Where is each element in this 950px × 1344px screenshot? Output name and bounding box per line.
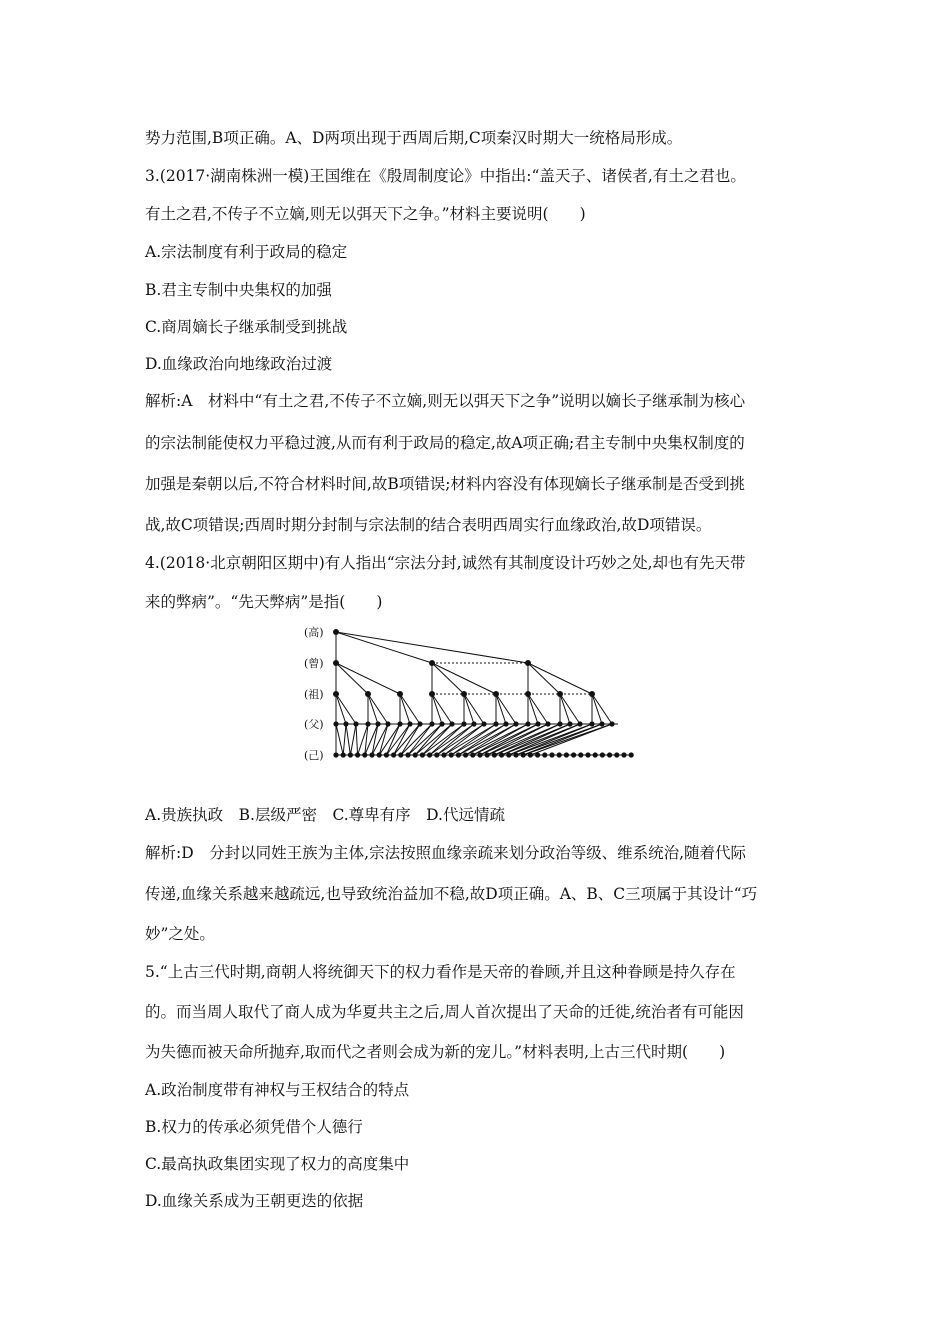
question-5-stem-2: 的。而当周人取代了商人成为华夏共主之后,周人首次提出了天命的迁徙,统治者有可能因 [145,1003,744,1021]
tree-edge [336,663,368,694]
tree-edge [530,724,612,755]
tree-edge [356,724,358,755]
tree-node [362,752,367,757]
tree-node [333,629,339,635]
tree-edge [401,724,420,755]
tree-edge [368,694,378,724]
tree-node [614,752,619,757]
tree-edge [372,724,378,755]
tree-node [369,752,374,757]
tree-node [535,721,540,726]
tree-node [377,752,382,757]
tree-node [481,721,486,726]
question-3-stem-cont: 有土之君,不传子不立嫡,则无以弭天下之争。”材料主要说明( ) [145,205,586,223]
tree-edge [560,694,570,724]
tree-node [499,752,504,757]
question-3-option-c: C.商周嫡长子继承制受到挑战 [145,318,348,336]
tree-node [557,752,562,757]
generation-label-ji: (己) [304,749,324,762]
tree-edge [464,694,484,724]
tree-node [609,721,614,726]
tree-edge [432,694,452,724]
question-4-stem-cont: 来的弊病”。“先天弊病”是指( ) [145,593,383,611]
tree-node [333,660,339,666]
tree-edge [432,694,442,724]
tree-node [341,752,346,757]
tree-edge [343,724,346,755]
tree-node [391,752,396,757]
tree-node [439,721,444,726]
tree-edge [346,724,350,755]
question-3-analysis-3: 加强是秦朝以后,不符合材料时间,故B项错误;材料内容没有体现嫡长子继承制是否受到挑 [145,475,745,493]
tree-node [567,721,572,726]
tree-edge [350,724,356,755]
tree-node [429,660,435,666]
tree-edge [336,632,432,663]
tree-node [578,752,583,757]
tree-node [528,752,533,757]
tree-node [398,752,403,757]
tree-node [365,691,371,697]
tree-edge [336,694,356,724]
tree-edge [336,663,400,694]
tree-node [471,721,476,726]
generation-label-zeng: (曾) [304,657,324,670]
tree-node [525,691,531,697]
tree-node [513,721,518,726]
tree-node [463,752,468,757]
tree-node [557,691,563,697]
tree-node [413,752,418,757]
tree-edge [528,694,548,724]
tree-node [449,721,454,726]
tree-node [571,752,576,757]
tree-edge [496,694,516,724]
tree-node [525,721,530,726]
tree-node [493,721,498,726]
question-5-stem-1: 5.“上古三代时期,商朝人将统御天下的权力看作是天帝的眷顾,并且这种眷顾是持久存在 [145,963,736,981]
tree-node [427,752,432,757]
question-4-analysis-1: 解析:D 分封以同姓王族为主体,宗法按照血缘亲疏来划分政治等级、维系统治,随着代际 [145,844,747,862]
tree-node [621,752,626,757]
question-4-analysis-2: 传递,血缘关系越来越疏远,也导致统治益加不稳,故D项正确。A、B、C三项属于其设计“巧 [145,885,758,903]
question-3-option-a: A.宗法制度有利于政局的稳定 [145,243,348,261]
tree-edge [336,724,343,755]
tree-node [521,752,526,757]
tree-node [417,721,422,726]
tree-edge [528,694,538,724]
generation-label-fu: (父) [304,718,324,731]
tree-node [407,721,412,726]
tree-edge [394,724,410,755]
question-5-option-d: D.血缘关系成为王朝更迭的依据 [145,1192,364,1210]
tree-node [607,752,612,757]
question-3-option-d: D.血缘政治向地缘政治过渡 [145,355,333,373]
tree-node [506,752,511,757]
tree-edge [400,694,410,724]
question-5-stem-3: 为失德而被天命所抛弃,取而代之者则会成为新的宠儿。”材料表明,上古三代时期( ) [145,1043,726,1061]
tree-node [420,752,425,757]
tree-node [549,752,554,757]
tree-node [343,721,348,726]
tree-node [493,691,499,697]
question-4-stem: 4.(2018·北京朝阳区期中)有人指出“宗法分封,诚然有其制度设计巧妙之处,却也有先天带 [145,554,746,572]
tree-node [589,691,595,697]
tree-node [557,721,562,726]
tree-node [353,721,358,726]
tree-node [441,752,446,757]
tree-edge [400,694,420,724]
generation-label-gao: (高) [304,626,324,639]
tree-node [577,721,582,726]
tree-edge [592,694,602,724]
tree-edge [592,694,612,724]
tree-node [449,752,454,757]
question-3-analysis-1: 解析:A 材料中“有土之君,不传子不立嫡,则无以弭天下之争”说明以嫡长子继承制为核心 [145,392,746,410]
tree-edge [432,663,464,694]
tree-node [333,721,338,726]
tree-edge [372,724,388,755]
tree-node [585,752,590,757]
tree-edge [560,694,580,724]
question-5-option-c: C.最高执政集团实现了权力的高度集中 [145,1155,410,1173]
tree-node [461,721,466,726]
tree-node [535,752,540,757]
tree-node [429,691,435,697]
tree-node [429,721,434,726]
tree-node [434,752,439,757]
diagram-edges [336,632,631,755]
tree-edge [464,694,474,724]
tree-node [397,691,403,697]
tree-edge [528,663,592,694]
text-line-1: 势力范围,B项正确。A、D两项出现于西周后期,C项秦汉时期大一统格局形成。 [145,129,683,147]
tree-node [599,721,604,726]
tree-node [593,752,598,757]
tree-edge [336,632,528,663]
tree-node [456,752,461,757]
tree-node [384,752,389,757]
tree-node [348,752,353,757]
tree-node [589,721,594,726]
tree-node [525,660,531,666]
tree-node [355,752,360,757]
question-3-stem: 3.(2017·湖南株洲一模)王国维在《殷周制度论》中指出:“盖天子、诸侯者,有土之君也。 [145,167,746,185]
tree-node [477,752,482,757]
tree-node [600,752,605,757]
question-3-option-b: B.君主专制中央集权的加强 [145,281,332,299]
tree-node [461,691,467,697]
tree-edge [432,663,496,694]
tree-node [513,752,518,757]
question-3-analysis-4: 战,故C项错误;西周时期分封制与宗法制的结合表明西周实行血缘政治,故D项错误。 [145,516,712,534]
tree-node [397,721,402,726]
tree-node [492,752,497,757]
question-4-analysis-3: 妙”之处。 [145,925,215,943]
tree-edge [368,694,388,724]
tree-node [629,752,634,757]
tree-node [564,752,569,757]
tree-node [385,721,390,726]
tree-node [375,721,380,726]
question-5-option-b: B.权力的传承必须凭借个人德行 [145,1118,363,1136]
genealogy-diagram [300,618,650,768]
tree-node [503,721,508,726]
tree-node [333,691,339,697]
question-4-options: A.贵族执政 B.层级严密 C.尊卑有序 D.代远情疏 [145,806,505,824]
question-5-option-a: A.政治制度带有神权与王权结合的特点 [145,1081,410,1099]
tree-node [485,752,490,757]
tree-node [405,752,410,757]
tree-node [470,752,475,757]
tree-node [333,752,338,757]
tree-node [365,721,370,726]
generation-label-zu: (祖) [304,688,324,701]
tree-edge [336,694,346,724]
tree-node [545,721,550,726]
tree-node [542,752,547,757]
tree-edge [528,663,560,694]
tree-edge [496,694,506,724]
question-3-analysis-2: 的宗法制能使权力平稳过渡,从而有利于政局的稳定,故A项正确;君主专制中央集权制度的 [145,434,745,452]
